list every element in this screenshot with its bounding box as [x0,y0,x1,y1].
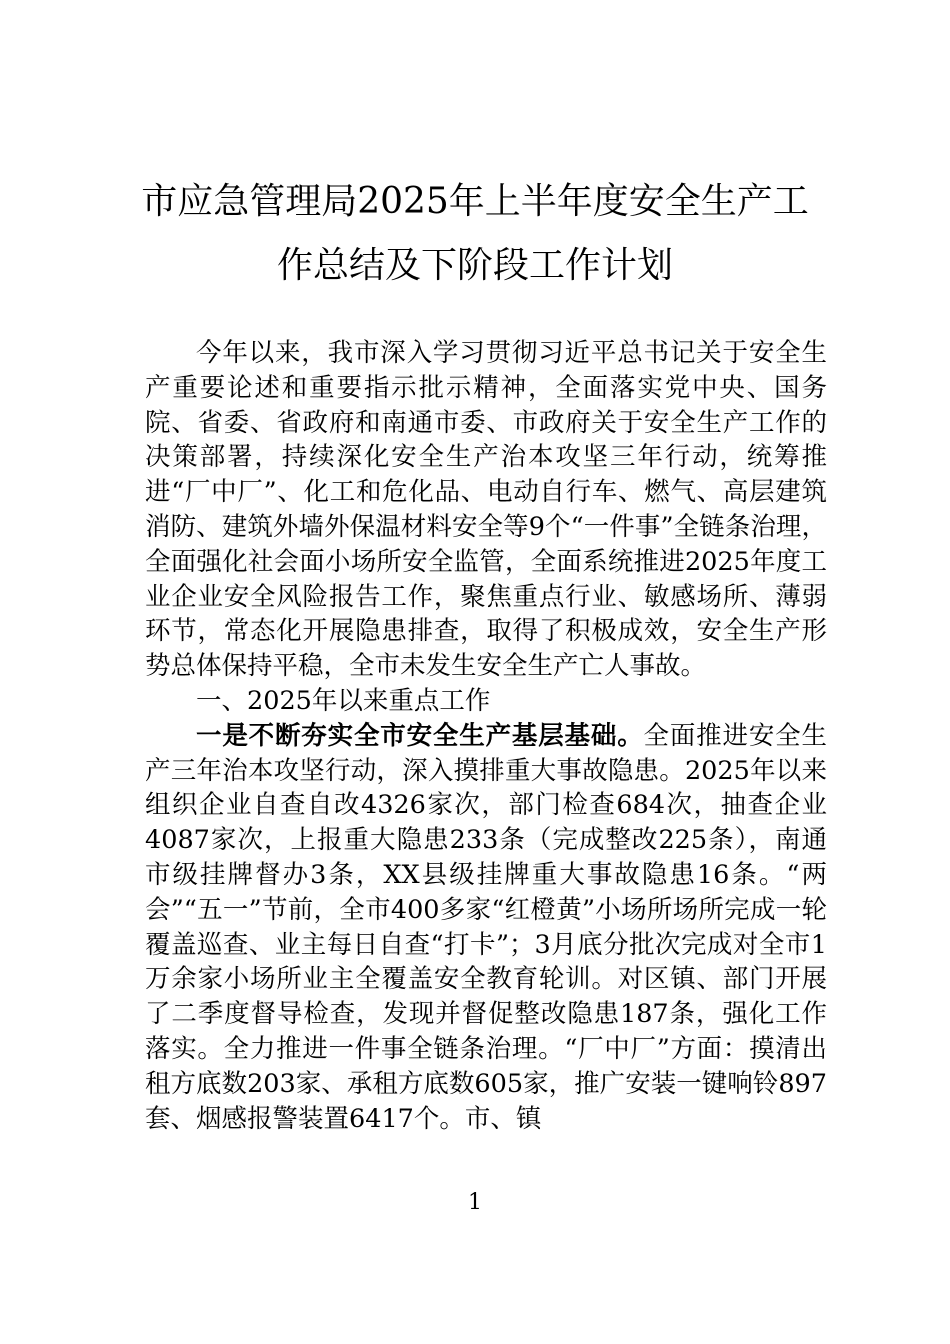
work-paragraph-lead: 一是不断夯实全市安全生产基层基础。 [196,720,644,751]
work-paragraph [145,719,827,1137]
document-body [145,336,827,1136]
section-heading: 一、2025年以来重点工作 [196,685,491,716]
page-number: 1 [468,1190,482,1215]
title-line-1: 市应急管理局2025年上半年度安全生产工 [141,181,809,222]
title-line-2: 作总结及下阶段工作计划 [276,245,673,286]
work-paragraph-text: 全面推进安全生产三年治本攻坚行动，深入摸排重大事故隐患。2025年以来组织企业自查自改4326家次，部门检查684次，抽查企业4087家次，上报重大隐患233条（完成整改225条），南通市级挂牌督办3条，XX县级挂牌重大事故隐患16条。“两会”“五一”节前，全市400多家“红橙黄”小场所场所完成一轮覆盖巡查、业主每日自查“打卡”；3月底分批次完成对全市1万余家小场所业主全覆盖安全教育轮训。对区镇、部门开展了二季度督导检查，发现并督促整改隐患187条，强化工作落实。全力推进一件事全链条治理。“厂中厂”方面：摸清出租方底数203家、承租方底数605家，推广安装一键响铃897套、烟感报警装置6417个。市、镇 [145,720,827,1134]
intro-paragraph: 今年以来，我市深入学习贯彻习近平总书记关于安全生产重要论述和重要指示批示精神，全面落实党中央、国务院、省委、省政府和南通市委、市政府关于安全生产工作的决策部署，持续深化安全生产治本攻坚三年行动，统筹推进“厂中厂”、化工和危化品、电动自行车、燃气、高层建筑消防、建筑外墙外保温材料安全等9个“一件事”全链条治理，全面强化社会面小场所安全监管，全面系统推进2025年度工业企业安全风险报告工作，聚焦重点行业、敏感场所、薄弱环节，常态化开展隐患排查，取得了积极成效，安全生产形势总体保持平稳，全市未发生安全生产亡人事故。 [145,338,827,682]
document-title [100,170,850,298]
